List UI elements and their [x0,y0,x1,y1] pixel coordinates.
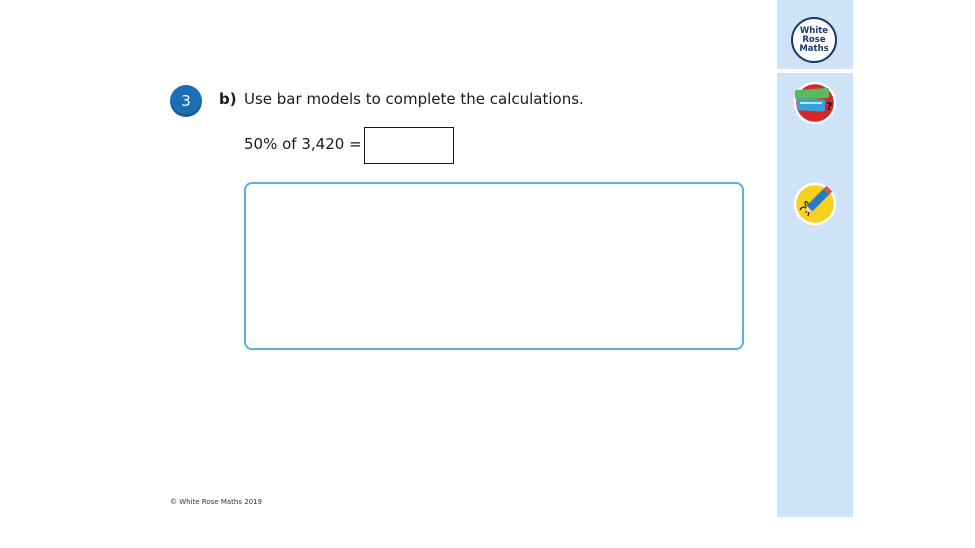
calculation-text: 50% of 3,420 = [244,135,362,153]
bar-model-work-area[interactable] [244,182,744,350]
answer-box[interactable] [364,127,454,164]
reasoning-book-icon[interactable] [792,80,838,126]
question-number-badge: 3 [170,85,202,117]
pencil-drawing-icon[interactable] [792,180,838,226]
svg-text:?: ? [826,100,833,113]
sidebar [777,0,853,517]
question-instruction: Use bar models to complete the calculations. [244,90,584,108]
sidebar-divider [777,69,853,73]
logo-text: White Rose Maths [799,25,829,54]
white-rose-maths-logo [791,17,837,63]
question-part-label: b) [219,90,237,108]
copyright-text: © White Rose Maths 2019 [170,498,263,506]
